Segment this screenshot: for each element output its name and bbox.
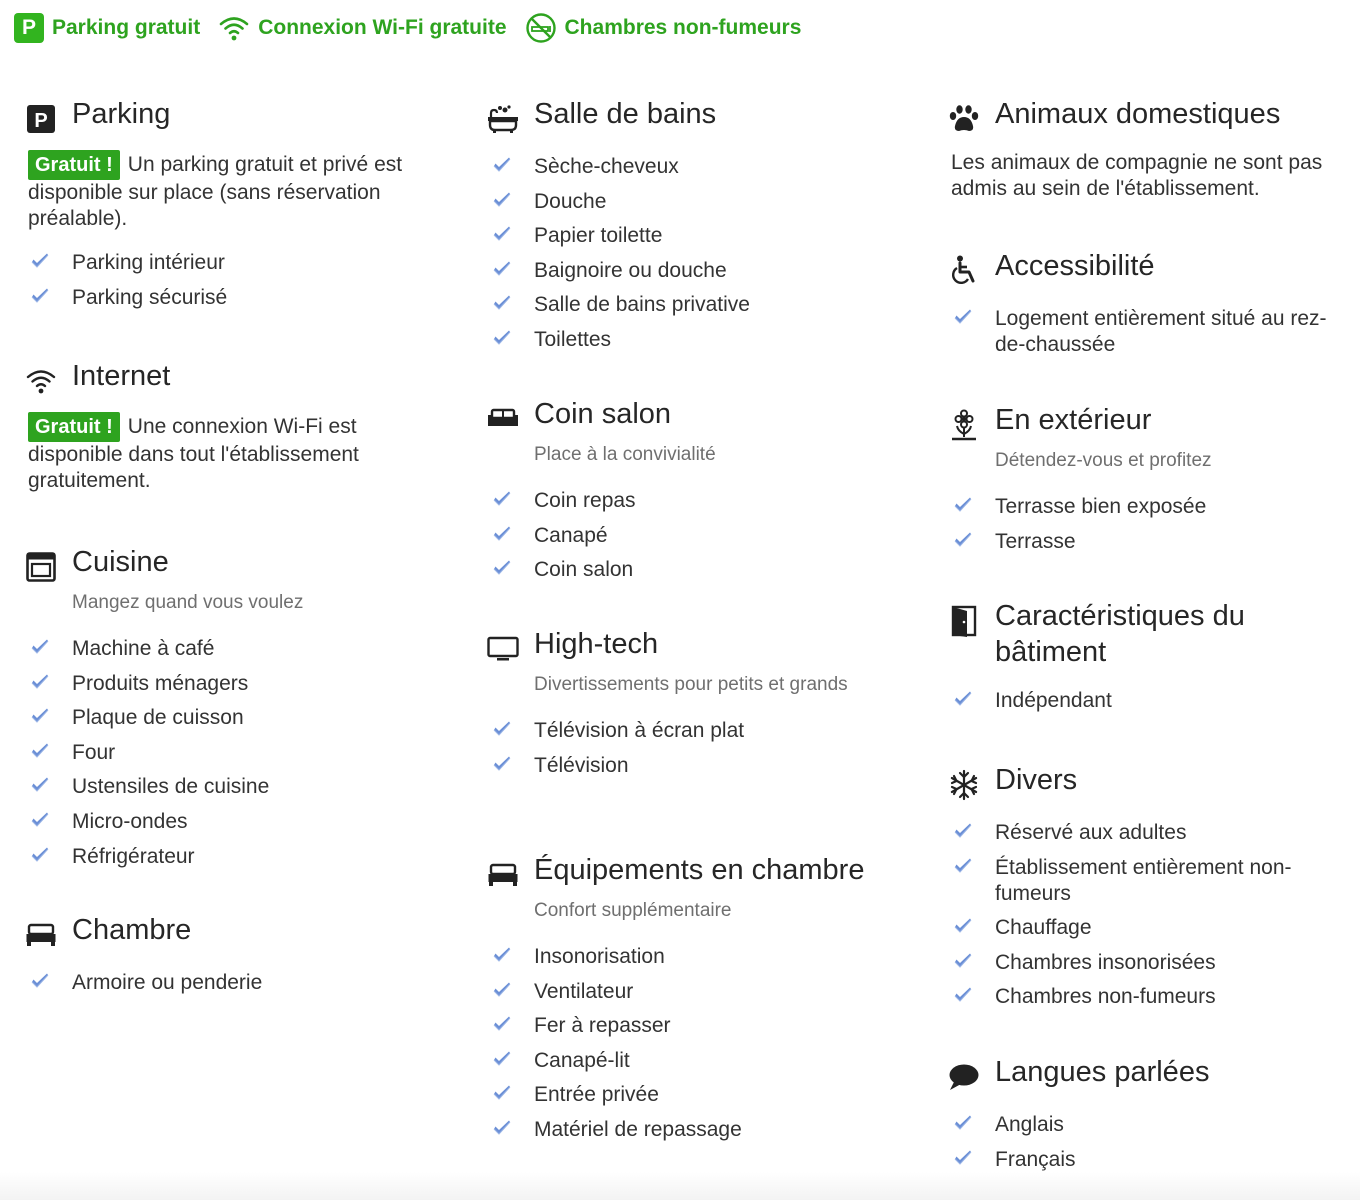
list-item — [24, 285, 444, 311]
check-icon — [30, 706, 50, 726]
list-item — [486, 557, 906, 583]
section-subtitle: Divertissements pour petits et grands — [534, 674, 848, 695]
list-item — [24, 671, 444, 697]
list-item-label: Salle de bains privative — [534, 293, 750, 317]
section-parking — [24, 96, 444, 319]
section-title: Coin salon — [534, 398, 672, 430]
batiment-list — [947, 688, 1352, 714]
monitor-icon — [486, 632, 520, 666]
check-icon — [953, 985, 973, 1005]
list-item — [947, 950, 1352, 976]
check-icon — [30, 845, 50, 865]
list-item — [947, 1112, 1352, 1138]
list-item — [947, 915, 1352, 941]
list-item-label: Télévision à écran plat — [534, 719, 745, 742]
check-icon — [492, 754, 512, 774]
highlight-wifi[interactable] — [218, 13, 506, 43]
chambre-list — [24, 970, 444, 996]
list-item-label: Réfrigérateur — [72, 844, 195, 868]
check-icon — [492, 719, 512, 739]
wheelchair-icon — [947, 254, 981, 288]
list-item-label: Terrasse — [995, 529, 1076, 553]
bed-icon — [24, 918, 58, 952]
list-item — [486, 979, 906, 1005]
snowflake-icon — [947, 768, 981, 802]
list-item — [947, 529, 1352, 555]
section-title: Langues parlées — [995, 1056, 1210, 1088]
list-item-label: Chauffage — [995, 916, 1092, 940]
section-title: High-tech — [534, 628, 659, 660]
accessibilite-list — [947, 306, 1352, 358]
section-cuisine — [24, 544, 444, 878]
salle-de-bains-list — [486, 154, 906, 353]
check-icon — [492, 328, 512, 348]
check-icon — [30, 775, 50, 795]
section-internet — [24, 358, 444, 494]
parking-list — [24, 250, 444, 311]
list-item — [24, 809, 444, 835]
highlight-non-smoking[interactable] — [525, 12, 802, 44]
check-icon — [492, 1083, 512, 1103]
section-chambre — [24, 912, 444, 1005]
check-icon — [30, 286, 50, 306]
oven-icon — [24, 550, 58, 584]
list-item — [947, 494, 1352, 520]
section-title: Chambre — [72, 914, 192, 946]
check-icon — [953, 495, 973, 515]
wifi-icon — [218, 13, 250, 43]
check-icon — [953, 856, 973, 876]
list-item — [947, 855, 1352, 907]
section-title: Cuisine — [72, 546, 169, 578]
paw-icon — [947, 102, 981, 136]
section-description: Les animaux de compagnie ne sont pas admis au sein de l'établissement. — [951, 151, 1323, 200]
check-icon — [492, 155, 512, 175]
section-subtitle: Confort supplémentaire — [534, 900, 732, 921]
sofa-icon — [486, 402, 520, 436]
list-item — [947, 984, 1352, 1010]
list-item-label: Parking intérieur — [72, 251, 225, 274]
list-item-label: Établissement entièrement non-fumeurs — [995, 855, 1292, 905]
check-icon — [953, 1113, 973, 1133]
bottom-fade — [0, 1172, 1360, 1200]
no-smoking-icon — [525, 12, 557, 44]
list-item-label: Chambres non-fumeurs — [995, 985, 1216, 1009]
list-item-label: Insonorisation — [534, 945, 665, 968]
check-icon — [492, 259, 512, 279]
exterieur-list — [947, 494, 1352, 555]
check-icon — [953, 689, 973, 709]
list-item-label: Chambres insonorisées — [995, 950, 1216, 974]
section-title: Internet — [72, 360, 171, 392]
list-item-label: Ventilateur — [534, 979, 634, 1003]
check-icon — [492, 558, 512, 578]
list-item — [486, 488, 906, 514]
list-item-label: Logement entièrement situé au rez-de-chaussée — [995, 307, 1327, 356]
section-exterieur — [947, 402, 1352, 563]
divers-list — [947, 820, 1352, 1010]
section-title: Accessibilité — [995, 250, 1155, 282]
list-item-label: Sèche-cheveux — [534, 155, 679, 178]
list-item — [947, 820, 1352, 846]
check-icon — [953, 307, 973, 327]
door-icon — [947, 604, 981, 638]
list-item — [486, 154, 906, 180]
section-divers — [947, 762, 1352, 1019]
list-item-label: Four — [72, 740, 116, 764]
check-icon — [492, 1014, 512, 1034]
list-item — [947, 1147, 1352, 1173]
list-item-label: Plaque de cuisson — [72, 706, 244, 730]
list-item-label: Douche — [534, 189, 607, 213]
section-langues — [947, 1054, 1352, 1181]
check-icon — [953, 1148, 973, 1168]
highlight-label: Connexion Wi-Fi gratuite — [258, 16, 507, 39]
coin-salon-list — [486, 488, 906, 583]
list-item-label: Français — [995, 1147, 1076, 1171]
langues-list — [947, 1112, 1352, 1173]
check-icon — [492, 524, 512, 544]
check-icon — [953, 951, 973, 971]
free-badge: Gratuit ! — [28, 150, 120, 180]
bed-icon — [486, 858, 520, 892]
popular-facilities-bar — [14, 12, 801, 44]
list-item-label: Parking sécurisé — [72, 285, 228, 309]
check-icon — [492, 489, 512, 509]
list-item — [24, 705, 444, 731]
section-subtitle: Place à la convivialité — [534, 444, 716, 465]
section-equipements — [486, 852, 906, 1152]
check-icon — [492, 190, 512, 210]
list-item-label: Ustensiles de cuisine — [72, 775, 270, 799]
section-batiment — [947, 598, 1352, 723]
list-item — [486, 523, 906, 549]
highlight-label: Parking gratuit — [52, 16, 201, 39]
check-icon — [492, 945, 512, 965]
section-title: En extérieur — [995, 404, 1152, 436]
list-item-label: Fer à repasser — [534, 1014, 671, 1038]
list-item — [24, 636, 444, 662]
svg-text:P: P — [34, 110, 48, 132]
flower-icon — [947, 408, 981, 442]
section-accessibilite — [947, 248, 1352, 367]
bathtub-icon — [486, 102, 520, 136]
check-icon — [492, 293, 512, 313]
parking-p-badge-icon: P — [14, 13, 44, 43]
list-item — [24, 740, 444, 766]
list-item-label: Baignoire ou douche — [534, 258, 727, 282]
list-item — [24, 844, 444, 870]
wifi-icon — [24, 364, 58, 398]
check-icon — [492, 224, 512, 244]
section-coin-salon — [486, 396, 906, 592]
check-icon — [30, 810, 50, 830]
list-item — [486, 258, 906, 284]
check-icon — [30, 741, 50, 761]
list-item-label: Télévision — [534, 753, 629, 777]
list-item-label: Toilettes — [534, 327, 612, 351]
check-icon — [30, 971, 50, 991]
list-item — [486, 718, 906, 744]
section-title: Parking — [72, 98, 171, 130]
section-salle-de-bains — [486, 96, 906, 362]
list-item — [486, 189, 906, 215]
cuisine-list — [24, 636, 444, 870]
section-title: Salle de bains — [534, 98, 717, 130]
check-icon — [492, 980, 512, 1000]
list-item — [24, 774, 444, 800]
list-item — [947, 688, 1352, 714]
list-item — [486, 944, 906, 970]
list-item — [24, 970, 444, 996]
check-icon — [30, 637, 50, 657]
section-high-tech — [486, 626, 906, 787]
list-item-label: Machine à café — [72, 637, 215, 660]
highlight-parking[interactable] — [14, 13, 200, 43]
list-item — [486, 292, 906, 318]
list-item-label: Coin salon — [534, 558, 634, 582]
list-item-label: Réservé aux adultes — [995, 821, 1187, 844]
section-animaux — [947, 96, 1352, 202]
list-item-label: Terrasse bien exposée — [995, 495, 1207, 518]
list-item — [486, 1117, 906, 1143]
check-icon — [30, 672, 50, 692]
check-icon — [953, 916, 973, 936]
check-icon — [953, 530, 973, 550]
section-subtitle: Mangez quand vous voulez — [72, 592, 304, 613]
list-item — [486, 327, 906, 353]
list-item — [486, 1048, 906, 1074]
section-description: Gratuit ! Une connexion Wi-Fi est disponible dans tout l'établissement gratuitement. — [28, 412, 444, 494]
section-title: Caractéristiques du bâtiment — [995, 600, 1245, 668]
list-item-label: Micro-ondes — [72, 809, 188, 833]
list-item-label: Coin repas — [534, 489, 636, 512]
speech-bubble-icon — [947, 1060, 981, 1094]
list-item-label: Entrée privée — [534, 1083, 659, 1107]
check-icon — [492, 1118, 512, 1138]
list-item-label: Papier toilette — [534, 224, 663, 248]
free-badge: Gratuit ! — [28, 412, 120, 442]
list-item — [486, 223, 906, 249]
high-tech-list — [486, 718, 906, 779]
list-item-label: Matériel de repassage — [534, 1117, 742, 1141]
list-item-label: Canapé-lit — [534, 1048, 630, 1072]
list-item — [486, 753, 906, 779]
list-item-label: Anglais — [995, 1113, 1064, 1136]
check-icon — [492, 1049, 512, 1069]
section-title: Équipements en chambre — [534, 854, 865, 886]
list-item — [947, 306, 1352, 358]
equipements-list — [486, 944, 906, 1143]
list-item-label: Indépendant — [995, 689, 1112, 712]
parking-icon — [24, 102, 58, 136]
list-item — [24, 250, 444, 276]
list-item — [486, 1082, 906, 1108]
section-subtitle: Détendez-vous et profitez — [995, 450, 1212, 471]
check-icon — [30, 251, 50, 271]
highlight-label: Chambres non-fumeurs — [564, 16, 802, 39]
list-item-label: Produits ménagers — [72, 671, 249, 695]
section-description: Gratuit ! Un parking gratuit et privé est disponible sur place (sans réservation préalable). — [28, 150, 444, 232]
list-item-label: Canapé — [534, 523, 608, 547]
section-title: Animaux domestiques — [995, 98, 1281, 130]
check-icon — [953, 821, 973, 841]
list-item — [486, 1013, 906, 1039]
list-item-label: Armoire ou penderie — [72, 971, 263, 994]
section-title: Divers — [995, 764, 1078, 796]
